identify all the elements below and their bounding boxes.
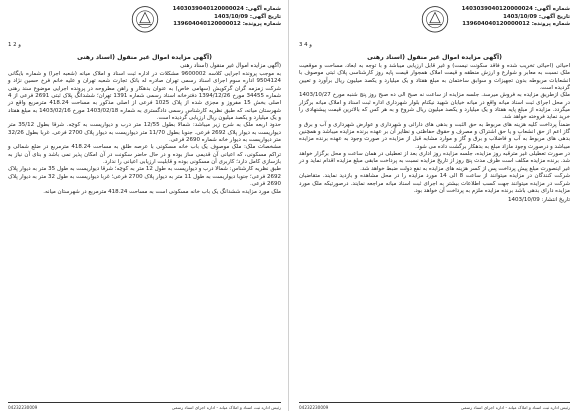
paragraph: به موجب پرونده اجرایی کلاسه 9600002 مشکلات در اداره ثبت اسناد و املاک میانه (شعبه اجرا) و شماره بایگانی 9504124 اداره سوم اجرای اسناد رسمی تهران صادره له بانک تجارت شعبه تهران و علیه خانم فرخ حسین نژاد و شرکت زمزمه گران گرکویش (سهامی خاص) به عنوان بدهکار و راهن مطروحه در پرونده اجرایی موضوع سند رهنی شماره 34455 مورخ 1394/12/26 دفترخانه اسناد رسمی شماره 1391 تهران؛ ششدانگ پلاک ثبتی 2691 فرعی از 4 اصلی بخش 15 مفروز و مجزی شده از پلاک 1025 فرعی از اصلی مذکور به مساحت 418.24 مترمربع واقع در شهرستان میانه، که طبق نظریه کارشناس رسمی دادگستری به شماره 1403/02/18 مورخ 1403/02/16 به مبلغ هفتاد و یک میلیارد و یکصد میلیون ریال ارزیابی گردیده است. [8, 71, 282, 122]
notice-date: تاریخ آگهی: 1403/10/09 [503, 13, 570, 20]
notice-page-left [0, 0, 287, 411]
notice-header [8, 4, 281, 52]
emblem-icon [128, 4, 162, 38]
notice-header [299, 4, 570, 52]
notice-title: (آگهی مزایده اموال غیر منقول (اسناد رهنی [77, 54, 212, 61]
notice-title: (آگهی مزایده اموال غیر منقول (اسناد رهنی [367, 54, 502, 61]
paragraph: ملک مورد مزایده ششدانگ یک باب خانه مسکونی است به مساحت 418.24 مترمربع در شهرستان میانه. [43, 188, 281, 195]
page-number: 1 و 2 [8, 42, 21, 48]
footer-phone: 04232230009 [8, 405, 38, 410]
page-number: 3 و 4 [299, 42, 312, 48]
notice-page-right [291, 0, 576, 411]
notice-body [299, 63, 570, 195]
footer-office: رئیس اداره ثبت اسناد و املاک میانه - اداره اجرای اسناد رسمی [460, 405, 570, 410]
notice-meta [173, 6, 281, 29]
footer-phone: 04232230009 [299, 405, 329, 410]
emblem-icon [418, 4, 452, 38]
footer-rule [8, 402, 281, 403]
notice-footer [8, 405, 281, 410]
docket-number: شماره پرونده: 139604040120000012 [173, 21, 281, 28]
notice-footer [299, 405, 570, 410]
footer-office: رئیس اداره ثبت اسناد و املاک میانه - اداره اجرای اسناد رسمی [171, 405, 281, 410]
notice-subtitle: (آگهی مزایده اموال غیر منقول (اسناد رهنی [180, 63, 281, 69]
docket-number: شماره پرونده: 139604040120000012 [462, 21, 570, 28]
footer-rule [299, 402, 570, 403]
notice-number: شماره آگهی: 1403039040120000024 [461, 6, 570, 12]
paragraph: ضمناً پرداخت کلیه هزینه های مربوط به حق الثبت و بدهی های دارائی و شهرداری و عوارض شهرداری و آب و برق و گاز اعم از حق انشعاب و یا حق اشتراک و مصرف و حقوق حفاظتی و نظایر آن بر عهده برنده مزایده میباشد و همچنین بدهی های مربوط به آب و فاضلاب و برق و گاز و موارد مشابه قبل از مزایده در صورت وجود به عهده برنده مزایده میباشد و درصورت وجود مازاد مبلغ به بدهکار برگشت داده می شود. [299, 121, 570, 150]
paragraph: طبق نظریه کارشناس: شمالا درب و دیواریست به طول 12 متر به کوچه؛ شرقا دیواریست به طول 35 متر به دیوار پلاک 2692 فرعی؛ جنوبا دیواریست به طول 11 متر به دیوار پلاک 2700 فرعی؛ غربا دیواریست به طول 32 متر به دیوار پلاک 2690 فرعی. [8, 166, 281, 188]
paragraph: شرکت کنندگان در مزایده میتوانند از ساعت 8 الی 14 مورد مزایده را در محل مشاهده و بازدید نمایند. متقاضیان شرکت در مزایده میتوانند جهت کسب اطلاعات بیشتر به اجرای ثبت اسناد میانه مراجعه نمایند. درصورتیکه ملک مورد مزایده دارای بدهی باشد برنده مزایده ملزم به پرداخت آن خواهد بود. [299, 173, 570, 194]
paragraph: احیائی (احیائی تخریب شده و فاقد سکونت نیست) و غیر قابل ارزیابی میباشد و با توجه به ابعاد، مساحت و موقعیت ملک نسبت به معابر و شوارع و ارزش منطقه و قیمت املاک همجوار قیمت پایه روز کارشناسی پلاک ثبتی موصوف با انشعابات مربوطه بدون تجهیزات و سوابق ساختمان به مبلغ هفتاد و یک میلیارد و یکصد میلیون ریال برآورد و تعیین گردیده است. [299, 63, 570, 92]
notice-body [8, 71, 281, 196]
paragraph: ملک ازطریق مزایده به فروش میرسد. جلسه مزایده از ساعت نه صبح الی ده صبح روز پنج شنبه مورخ 1403/10/27 در محل اجرای ثبت اسناد میانه واقع در میانه خیابان شهید نیکنام بلوار شهرداری اداره ثبت اسناد و املاک میانه برگزار میگردد. مزایده از مبلغ پایه هفتاد و یک میلیارد و یکصد میلیون ریال شروع و به هر کس که بالاترین قیمت پیشنهادی را خرید نماید فروخته خواهد شد. [299, 92, 570, 121]
publish-date: تاریخ انتشار: 1403/10/09 [508, 197, 570, 204]
column-divider [288, 0, 289, 411]
paragraph: در صورت تعطیلی غیر مترقبه روز مزایده، جلسه مزایده روز اداری بعد از تعطیلی در همان ساعت و محل برگزار خواهد شد. برنده مزایده مکلف است ظرف مدت پنج روز از تاریخ مزایده نسبت به پرداخت مابقی مبلغ مزایده اقدام نماید و در غیر اینصورت مبلغ پیش پرداخت پس از کسر هزینه های مزایده به نفع دولت ضبط خواهد شد. [299, 151, 570, 172]
notice-number: شماره آگهی: 1403039040120000024 [172, 6, 281, 12]
notice-meta [462, 6, 570, 29]
paragraph: مشخصات ملک: ملک موصوف یک باب خانه مسکونی با عرصه طلق به مساحت 418.24 مترمربع در ضلع شمالی و تراکم مسکونی، که اعیانی آن قدیمی ساز بوده و در حال حاضر سکونت در آن امکان پذیر نمی باشد و بنای آن نیاز به بازسازی کامل دارد؛ کاربری آن مسکونی بوده و قابلیت ارزیابی اعیانی را ندارد. [8, 144, 281, 166]
paragraph: حدود اربعه ملک به شرح زیر میباشد: شمالا بطول 12/55 متر درب و دیواریست به کوچه. شرقا بطول 35/12 متر دیواریست به دیوار پلاک 2692 فرعی. جنوبا بطول 11/70 متر دیواریست به دیوار پلاک 2700 فرعی. غربا بطول 32/26 متر دیواریست به دیوار خانه شماره 2690 فرعی. [8, 122, 281, 144]
notice-date: تاریخ آگهی: 1403/10/09 [214, 13, 281, 20]
